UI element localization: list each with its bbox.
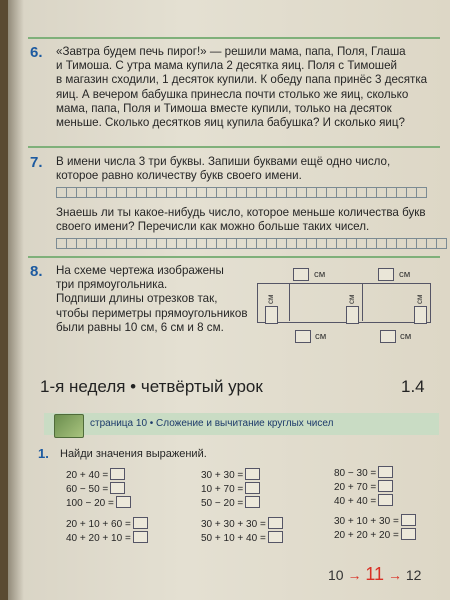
- task-8-line: три прямоугольника.: [56, 278, 168, 292]
- answer-box[interactable]: [245, 482, 260, 494]
- answer-box[interactable]: [245, 496, 260, 508]
- expression-text: 30 + 30 =: [201, 470, 244, 481]
- task-6-line: мама, папа, Поля и Тимоша вместе купили, только на десяток: [56, 101, 392, 115]
- task-6-line: меньше. Сколько десятков яиц купила бабушка? И сколько яиц?: [56, 116, 405, 130]
- book-icon: [54, 414, 84, 438]
- expression-text: 80 − 30 =: [334, 468, 377, 479]
- divider-line-1: [289, 283, 290, 321]
- expression: [66, 496, 131, 509]
- next-page-number[interactable]: 12: [405, 567, 422, 583]
- expression: [201, 482, 260, 495]
- answer-box[interactable]: [133, 517, 148, 529]
- expression-text: 20 + 70 =: [334, 482, 377, 493]
- task-8-line: Подпиши длины отрезков так,: [56, 292, 218, 306]
- unit-label: см: [315, 331, 327, 342]
- divider-line-2: [362, 283, 363, 321]
- expression: [201, 517, 283, 530]
- lesson-topic-text: страница 10 • Сложение и вычитание круглых чисел: [90, 418, 334, 429]
- length-box-top-2[interactable]: [378, 268, 394, 281]
- prev-page-number[interactable]: 10: [328, 567, 344, 583]
- task-7-line: В имени числа 3 три буквы. Запиши буквами ещё одно число,: [56, 155, 391, 168]
- unit-label: см: [400, 331, 412, 342]
- divider-top: [28, 37, 440, 39]
- task-8-line: На схеме чертежа изображены: [56, 264, 224, 277]
- expression: [334, 494, 393, 507]
- expression-text: 10 + 70 =: [201, 484, 244, 495]
- unit-label: см: [399, 269, 411, 280]
- answer-box[interactable]: [110, 482, 125, 494]
- expression: [334, 514, 416, 527]
- expression: [66, 531, 148, 544]
- answer-box[interactable]: [110, 468, 125, 480]
- task-1-title: Найди значения выражений.: [60, 448, 207, 460]
- length-box-bottom-2[interactable]: [380, 330, 396, 343]
- length-box-side-1[interactable]: [265, 306, 278, 324]
- page-navigation: [328, 564, 421, 585]
- unit-label-vertical: см: [347, 294, 356, 304]
- task-7-line: которое равно количеству букв своего имени.: [56, 169, 302, 183]
- answer-box[interactable]: [401, 514, 416, 526]
- expression-text: 40 + 40 =: [334, 496, 377, 507]
- answer-box[interactable]: [133, 531, 148, 543]
- task-7-line: Знаешь ли ты какое-нибудь число, которое меньше количества букв: [56, 206, 426, 219]
- expression: [201, 496, 260, 509]
- expression-text: 20 + 40 =: [66, 470, 109, 481]
- answer-box[interactable]: [401, 528, 416, 540]
- answer-cells-row-2[interactable]: [56, 238, 447, 249]
- expression: [334, 528, 416, 541]
- answer-cells-row-1[interactable]: [56, 187, 427, 198]
- expression-text: 20 + 10 + 60 =: [66, 519, 131, 530]
- task-6-line: в магазин сходили, 1 десяток купили. К обеду папа принёс 3 десятка: [56, 73, 428, 87]
- task-6-line: яиц. А вечером бабушка принесла почти столько же яиц, сколько: [56, 87, 409, 101]
- expression: [201, 468, 260, 481]
- length-box-bottom-1[interactable]: [295, 330, 311, 343]
- task-7-text-a: [56, 155, 390, 183]
- answer-box[interactable]: [268, 517, 283, 529]
- unit-label: см: [314, 269, 326, 280]
- expression-text: 60 − 50 =: [66, 484, 109, 495]
- answer-box[interactable]: [245, 468, 260, 480]
- expression-text: 50 + 10 + 40 =: [201, 533, 266, 544]
- arrow-right-icon: →: [347, 567, 362, 583]
- task-6-number: 6.: [30, 44, 43, 61]
- unit-label-vertical: см: [266, 294, 275, 304]
- arrow-right-icon: →: [387, 567, 402, 583]
- lesson-number: 1.4: [401, 377, 425, 396]
- task-7-line: своего имени? Перечисли как можно больше таких чисел.: [56, 220, 370, 234]
- length-box-top-1[interactable]: [293, 268, 309, 281]
- expression-text: 20 + 20 + 20 =: [334, 530, 399, 541]
- divider-7-8: [28, 256, 440, 258]
- expression: [66, 517, 148, 530]
- length-box-side-3[interactable]: [414, 306, 427, 324]
- task-6-line: и Тимоша. С утра мама купила 2 десятка яиц. Поля с Тимошей: [56, 59, 398, 73]
- expression-text: 100 − 20 =: [66, 498, 114, 509]
- expression-text: 50 − 20 =: [201, 498, 244, 509]
- length-box-side-2[interactable]: [346, 306, 359, 324]
- expression: [66, 482, 125, 495]
- expression: [201, 531, 283, 544]
- expression-text: 30 + 10 + 30 =: [334, 516, 399, 527]
- expression-text: 40 + 20 + 10 =: [66, 533, 131, 544]
- expression: [66, 468, 125, 481]
- task-6-line: «Завтра будем печь пирог!» — решили мама, папа, Поля, Глаша: [56, 45, 406, 58]
- task-6-text: [56, 45, 427, 130]
- workbook-page: [8, 0, 450, 600]
- outer-rectangle: [257, 283, 431, 323]
- expression-text: 30 + 30 + 30 =: [201, 519, 266, 530]
- expression: [334, 480, 393, 493]
- unit-label-vertical: см: [415, 294, 424, 304]
- answer-box[interactable]: [378, 494, 393, 506]
- task-7-number: 7.: [30, 154, 43, 171]
- answer-box[interactable]: [116, 496, 131, 508]
- answer-box[interactable]: [378, 466, 393, 478]
- page-gutter-shadow: [8, 0, 24, 600]
- answer-box[interactable]: [378, 480, 393, 492]
- task-8-text: [56, 264, 247, 335]
- task-8-line: были равны 10 см, 6 см и 8 см.: [56, 320, 224, 334]
- task-8-number: 8.: [30, 263, 43, 280]
- task-1-number: 1.: [38, 446, 49, 461]
- lesson-title: 1-я неделя • четвёртый урок: [40, 377, 263, 396]
- expression: [334, 466, 393, 479]
- current-page-number: 11: [365, 564, 385, 584]
- task-8-line: чтобы периметры прямоугольников: [56, 306, 248, 320]
- task-7-text-b: [56, 206, 426, 234]
- divider-6-7: [28, 146, 440, 148]
- answer-box[interactable]: [268, 531, 283, 543]
